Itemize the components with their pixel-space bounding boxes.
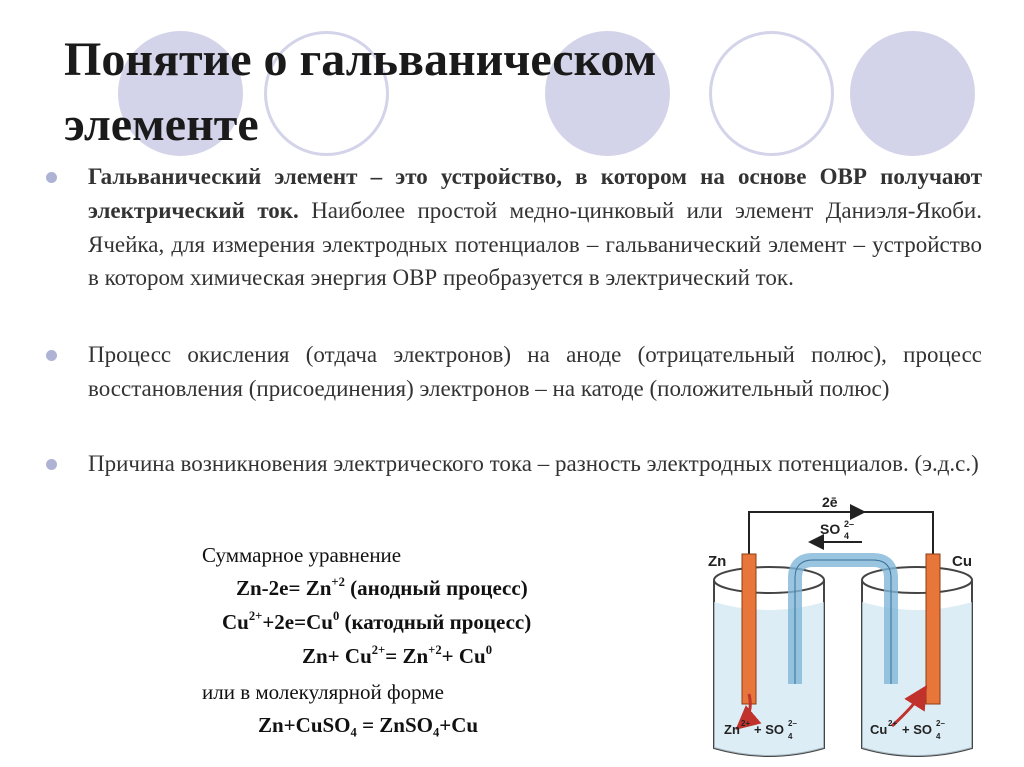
svg-text:4: 4 (844, 531, 850, 541)
bullet-3-text: Причина возникновения электрического тока – разность электродных потенциалов. (э.д.с.) (88, 451, 979, 476)
molecular-equation: Zn+CuSO$_4$ = ZnSO$_4$+Cu (258, 713, 479, 740)
electrons-label: 2ē (822, 494, 838, 510)
svg-text:+ SO: + SO (902, 722, 932, 737)
copper-electrode (926, 554, 940, 704)
slide-title: Понятие о гальваническом элементе (64, 33, 657, 151)
svg-text:4: 4 (788, 732, 793, 741)
bullet-dot-icon (46, 459, 57, 470)
copper-label: Cu (952, 553, 972, 570)
svg-text:2+: 2+ (741, 719, 751, 728)
zinc-label: Zn (708, 553, 727, 570)
cathode-equation: $Cu^{2+}+2e=Cu^0$ (катодный процесс) (222, 609, 532, 634)
anion-label (820, 519, 854, 541)
summary-equation-label: Суммарное уравнение (202, 543, 402, 567)
ionic-equation: $Zn+ Cu^{2+}= Zn^{+2}+ Cu^0$ (302, 643, 492, 668)
bullet-2-text: Процесс окисления (отдача электронов) на аноде (отрицательный полюс), процесс восстановления (присоединения) электронов – на катоде (положительный полюс) (88, 342, 982, 401)
bullet-item-3 (48, 447, 982, 481)
bullet-1-text: Наиболее простой медно-цинковый или элемент Даниэля-Якоби. Ячейка, для измерения электродных потенциалов – гальванический элемент – устройство в котором химическая энергия ОВР преобразуется в электрический ток. (88, 197, 982, 291)
zinc-electrode (742, 554, 756, 704)
external-circuit-wire (749, 512, 933, 554)
svg-text:2–: 2– (936, 719, 945, 728)
galvanic-cell-diagram (702, 494, 1002, 764)
svg-text:Cu: Cu (870, 722, 888, 737)
svg-text:SO: SO (820, 521, 841, 537)
svg-text:2–: 2– (788, 719, 797, 728)
svg-text:4: 4 (936, 732, 941, 741)
svg-text:Zn: Zn (724, 722, 740, 737)
bullet-item-2 (48, 338, 982, 406)
decor-circle-3 (850, 31, 975, 156)
bullet-1-bold-text: Гальванический элемент – это устройство, в котором на основе ОВР получают электрический ток. (88, 164, 982, 223)
svg-text:2–: 2– (844, 519, 855, 529)
svg-text:2+: 2+ (888, 719, 898, 728)
svg-text:+ SO: + SO (754, 722, 784, 737)
molecular-form-label: или в молекулярной форме (202, 680, 444, 704)
bullet-dot-icon (46, 350, 57, 361)
bullet-item-1 (48, 160, 982, 295)
anode-equation: $Zn-2e= Zn^{+2}$ (анодный процесс) (236, 575, 528, 600)
bullet-dot-icon (46, 172, 57, 183)
